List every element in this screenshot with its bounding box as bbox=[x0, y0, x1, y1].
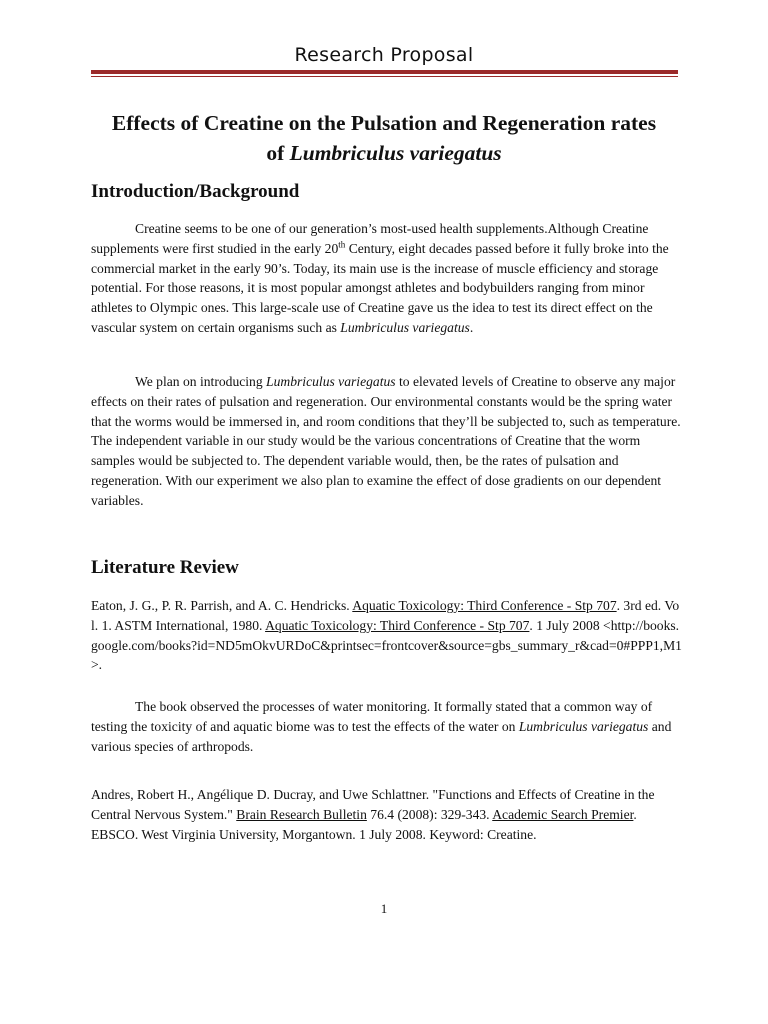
intro-heading: Introduction/Background bbox=[91, 181, 300, 202]
intro-p1-superscript: th bbox=[338, 239, 346, 250]
page-number: 1 bbox=[380, 901, 388, 916]
intro-paragraph-2 bbox=[91, 372, 683, 511]
reference-1 bbox=[91, 596, 683, 675]
intro-p1-species: Lumbriculus variegatus bbox=[340, 319, 470, 335]
ref1-text-b: . 3rd ed. Vol. 1. ASTM International, 1980. bbox=[91, 598, 680, 633]
ref1-summary-species: Lumbriculus variegatus bbox=[518, 718, 649, 734]
intro-p2-text-a: We plan on introducing bbox=[135, 374, 267, 389]
title-line-2-prefix: of bbox=[266, 141, 290, 165]
ref1-title-2: Aquatic Toxicology: Third Conference - Stp 707 bbox=[265, 617, 530, 633]
literature-heading: Literature Review bbox=[91, 557, 239, 578]
ref1-text-c: . 1 July 2008 <http://books.google.com/books?id=ND5mOkvURDoC&printsec=frontcover&source=gbs_summary_r&cad=0#PPP1,M1>. bbox=[91, 617, 682, 673]
ref2-journal: Brain Research Bulletin bbox=[236, 806, 367, 822]
ref1-authors: Eaton, J. G., P. R. Parrish, and A. C. Hendricks. bbox=[91, 598, 353, 613]
intro-p1-text-b: Century, eight decades passed before it fully broke into the commercial market in the early 90’s. Today, its main use is the increase of muscle efficiency and storage potential. For those reasons, it is most popular amongst athletes and bodybuilders ranging from minor athletes to Olympic ones. This large-scale use of Creatine gave us the idea to test its direct effect on the vascular system on certain organisms such as bbox=[91, 240, 669, 335]
running-header: Research Proposal bbox=[294, 44, 474, 66]
intro-paragraph-1 bbox=[91, 219, 683, 338]
header-rule-thick bbox=[91, 70, 678, 74]
reference-1-summary bbox=[91, 697, 683, 756]
title-species: Lumbriculus variegatus bbox=[289, 141, 502, 165]
document-title bbox=[80, 108, 688, 168]
title-line-1: Effects of Creatine on the Pulsation and Regeneration rates bbox=[111, 111, 657, 135]
intro-p1-text-a: Creatine seems to be one of our generation’s most-used health supplements.Although Creatine supplements were first studied in the early 20 bbox=[91, 221, 649, 256]
intro-p2-text-b: to elevated levels of Creatine to observe any major effects on their rates of pulsation and regeneration. Our environmental constants would be the spring water that the worms would be immersed in, and room conditions that they’ll be subjected to, such as temperature. The independent variable in our study would be the various concentrations of Creatine that the worm samples would be subjected to. The dependent variable would, then, be the rates of pulsation and regeneration. With our experiment we also plan to examine the effect of dose gradients on our dependent variables. bbox=[91, 374, 681, 508]
ref1-summary-text-b: and various species of arthropods. bbox=[91, 718, 672, 754]
ref2-text-b: 76.4 (2008): 329-343. bbox=[366, 806, 493, 822]
ref2-database: Academic Search Premier bbox=[492, 806, 634, 822]
ref2-authors-title: Andres, Robert H., Angélique D. Ducray, and Uwe Schlattner. "Functions and Effects of Creatine in the Central Nervous System." bbox=[91, 787, 655, 822]
header-rule-thin bbox=[91, 76, 678, 77]
intro-p2-species: Lumbriculus variegatus bbox=[266, 374, 396, 389]
ref2-text-c: . EBSCO. West Virginia University, Morgantown. 1 July 2008. Keyword: Creatine. bbox=[91, 806, 637, 842]
ref1-title-1: Aquatic Toxicology: Third Conference - Stp 707 bbox=[352, 598, 617, 613]
reference-2 bbox=[91, 785, 683, 844]
intro-p1-text-c: . bbox=[469, 319, 474, 335]
ref1-summary-text-a: The book observed the processes of water monitoring. It formally stated that a common way of testing the toxicity of and aquatic biome was to test the effects of the water on bbox=[91, 699, 653, 734]
